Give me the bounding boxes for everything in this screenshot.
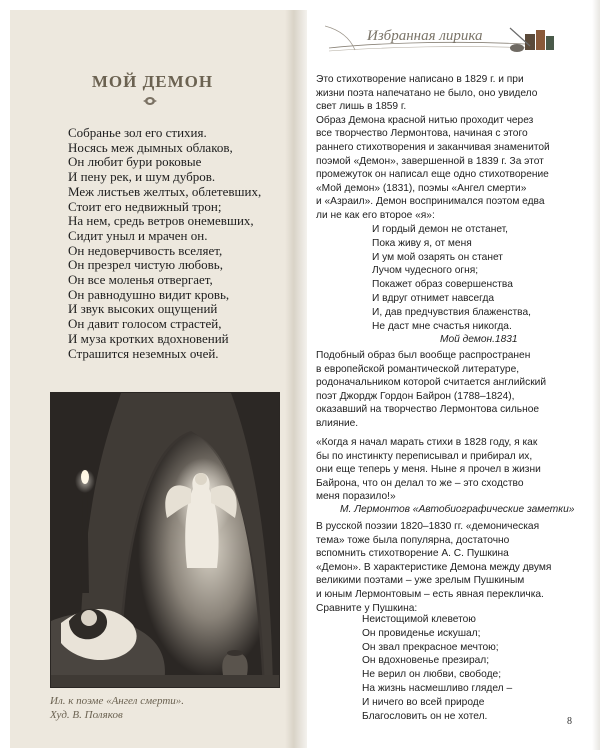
verse-line: Благословить он не хотел.	[362, 710, 488, 722]
quote-attribution: Мой демон.1831	[440, 334, 518, 345]
verse-line: Он звал прекрасное мечтою;	[362, 641, 499, 653]
text-line: Это стихотворение написано в 1829 г. и при	[316, 74, 524, 85]
text-line: меня поразило!»	[316, 491, 396, 503]
section-header-title: Избранная лирика	[367, 28, 483, 44]
text-line: свет лишь в 1859 г.	[316, 101, 407, 113]
poem-line: И пену рек, и шум дубров.	[68, 169, 216, 185]
poem-line: Он равнодушно видит кровь,	[68, 286, 230, 302]
text-line: раннего стихотворения и заканчивая знаменитой	[316, 141, 550, 153]
verse-line: И вдруг отнимет навсегда	[372, 292, 495, 304]
poem-line: На нем, средь ветров онемевших,	[68, 213, 254, 229]
text-line: великими поэтами – уже зрелым Пушкиным	[316, 575, 525, 587]
verse-line: На жизнь насмешливо глядел –	[362, 682, 513, 694]
quote-poem-pushkin	[362, 613, 512, 723]
intro-paragraph	[316, 73, 550, 223]
text-line: промежуток он написал еще одно стихотворение	[316, 169, 549, 181]
text-line: «Когда я начал марать стихи в 1828 году, я как	[316, 437, 538, 448]
caption-line: Ил. к поэме «Ангел смерти».	[50, 695, 185, 707]
text-line: тема» тоже была популярна, достаточно	[316, 534, 510, 546]
byron-paragraph	[316, 349, 547, 431]
text-line: «Мой демон» (1831), поэмы «Ангел смерти»	[316, 182, 527, 194]
text-line: все творчество Лермонтова, начиная с этого	[316, 128, 528, 140]
text-line: влияние.	[316, 417, 359, 429]
poem-line: И звук высоких ощущений	[68, 301, 218, 317]
verse-line: И ум мой озарять он станет	[372, 251, 503, 263]
lermontov-quote	[316, 436, 544, 504]
pushkin-paragraph	[316, 520, 552, 615]
poem-text	[68, 126, 298, 361]
verse-line: Покажет образ совершенства	[372, 279, 513, 291]
verse-line: Не верил он любви, свободе;	[362, 669, 502, 681]
text-line: родоначальником которой считается английский	[316, 377, 547, 389]
text-line: и юным Лермонтовым – есть явная перекличка.	[316, 588, 544, 600]
text-line: поэмой «Демон», завершенной в 1839 г. За этот	[316, 155, 544, 167]
text-line: Сравните у Пушкина:	[316, 602, 418, 614]
poem-line: Он недоверчивость вселяет,	[68, 242, 223, 258]
verse-line: Он провиденье искушал;	[362, 627, 481, 639]
poem-line: Меж листьев желтых, облетевших,	[68, 183, 262, 199]
text-line: вспомнить стихотворение А. С. Пушкина	[316, 548, 509, 560]
poem-line: Он любит бури роковые	[68, 154, 202, 170]
verse-line: Не даст мне счастья никогда.	[372, 320, 512, 332]
text-line: оказавший на творчество Лермонтова сильное	[316, 404, 540, 416]
illustration-caption	[50, 694, 280, 722]
text-line: жизни поэта напечатано не было, оно увидело	[316, 87, 538, 99]
poem-line: Он все моленья отвергает,	[68, 272, 213, 288]
text-line: Образ Демона красной нитью проходит через	[316, 114, 534, 126]
verse-line: И, дав предчувствия блаженства,	[372, 306, 531, 318]
text-line: в европейской романтической литературе,	[316, 363, 520, 375]
book-gutter	[285, 10, 307, 748]
text-line: они еще теперь у меня. Ныне я прочел в жизни	[316, 464, 541, 476]
text-line: ли не как его второе «я»:	[316, 209, 435, 221]
page-edge	[592, 0, 600, 750]
text-line: Подобный образ был вообще распространен	[316, 350, 531, 361]
quote-poem-my-demon	[372, 223, 531, 333]
poem-title: МОЙ ДЕМОН	[91, 72, 214, 91]
quote-source: М. Лермонтов «Автобиографические заметки»	[340, 504, 575, 515]
poem-line: Он давит голосом страстей,	[68, 316, 222, 332]
books-inkwell-icon	[510, 28, 554, 52]
text-line: бы по инстинкту переписывал и прибирал их,	[316, 450, 533, 462]
verse-line: Пока живу я, от меня	[372, 237, 472, 249]
ornament-icon	[143, 96, 157, 106]
poem-line: Сидит уныл и мрачен он.	[68, 227, 208, 243]
poem-line: Носясь меж дымных облаков,	[68, 139, 233, 155]
poem-line: Страшится неземных очей.	[68, 345, 219, 361]
text-line: Байрона, что он делал то же – это сходство	[316, 477, 524, 489]
verse-line: И ничего во всей природе	[362, 696, 485, 708]
caption-credit: Худ. В. Поляков	[50, 709, 123, 721]
text-line: В русской поэзии 1820–1830 гг. «демоническая	[316, 521, 540, 532]
engraving-image	[51, 393, 280, 688]
poem-line: Стоит его недвижный трон;	[68, 198, 222, 214]
illustration-angel-of-death	[50, 392, 280, 688]
verse-line: Он вдохновенье презирал;	[362, 655, 490, 667]
text-line: поэт Джордж Гордон Байрон (1788–1824),	[316, 390, 515, 402]
page-number: 8	[567, 716, 572, 727]
text-line: и «Азраил». Демон воспринимался поэтом едва	[316, 196, 545, 208]
poem-line: Собранье зол его стихия.	[68, 125, 207, 140]
text-line: «Демон». В характеристике Демона между двумя	[316, 561, 552, 573]
poem-line: Он презрел чистую любовь,	[68, 257, 223, 273]
verse-line: Неистощимой клеветою	[362, 614, 476, 625]
verse-line: Лучом чудесного огня;	[372, 265, 479, 277]
verse-line: И гордый демон не отстанет,	[372, 224, 509, 235]
poem-line: И муза кротких вдохновений	[68, 330, 229, 346]
